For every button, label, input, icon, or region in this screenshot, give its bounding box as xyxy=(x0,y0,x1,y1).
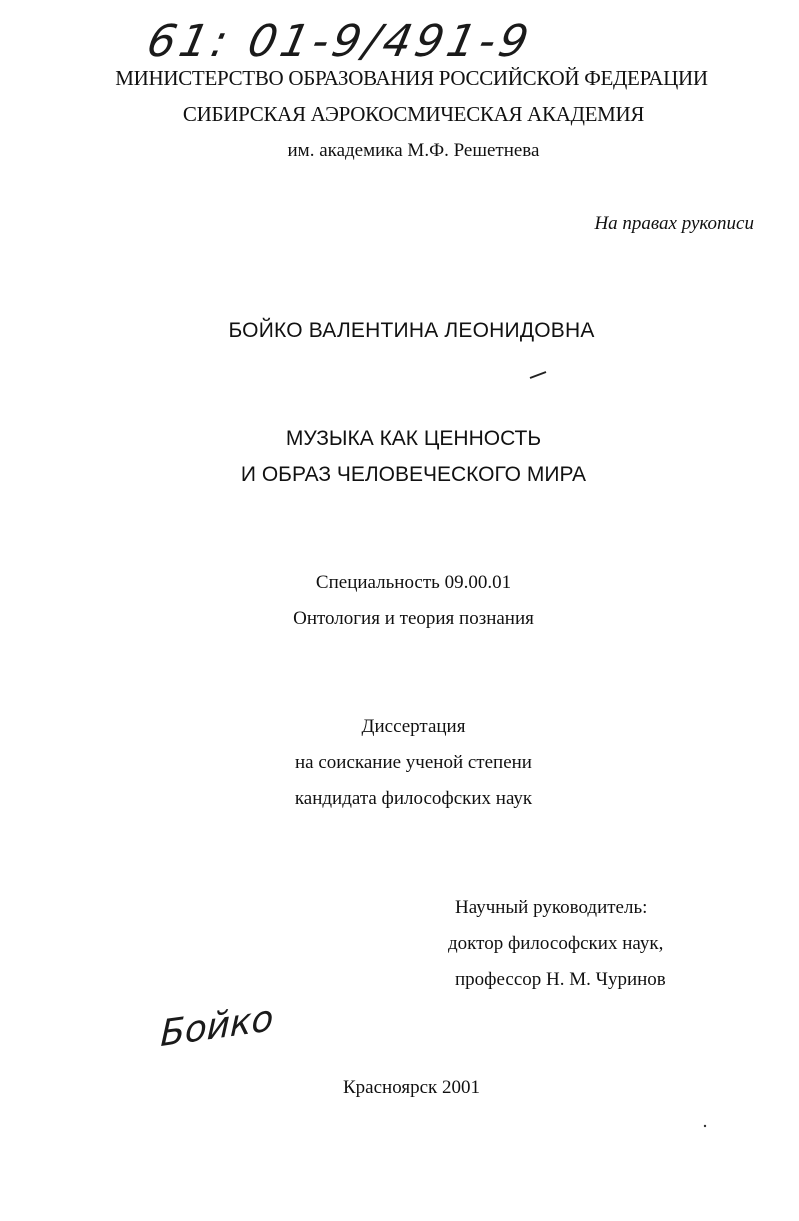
supervisor-name: профессор Н. М. Чуринов xyxy=(455,969,666,990)
stray-dot xyxy=(703,1124,707,1128)
supervisor-label: Научный руководитель: xyxy=(455,897,648,918)
specialty-name: Онтология и теория познания xyxy=(293,608,534,629)
author-signature: Бойко xyxy=(159,997,275,1056)
author-name: БОЙКО ВАЛЕНТИНА ЛЕОНИДОВНА xyxy=(228,319,595,342)
archive-number: 61: 01-9/491-9 xyxy=(142,16,537,67)
rights-note: На правах рукописи xyxy=(594,213,754,234)
dissertation-degree-line-2: кандидата философских наук xyxy=(294,788,533,809)
academy-name: СИБИРСКАЯ АЭРОКОСМИЧЕСКАЯ АКАДЕМИЯ xyxy=(182,102,645,126)
academy-named-after: им. академика М.Ф. Решетнева xyxy=(287,140,540,161)
dissertation-degree-line-1: на соискание ученой степени xyxy=(295,752,532,773)
thesis-title-line-2: И ОБРАЗ ЧЕЛОВЕЧЕСКОГО МИРА xyxy=(240,463,587,486)
specialty-code: Специальность 09.00.01 xyxy=(315,572,512,593)
stray-mark xyxy=(528,370,548,380)
ministry-name: МИНИСТЕРСТВО ОБРАЗОВАНИЯ РОССИЙСКОЙ ФЕДЕРАЦИИ xyxy=(115,66,708,90)
thesis-title-line-1: МУЗЫКА КАК ЦЕННОСТЬ xyxy=(285,427,542,450)
supervisor-degree: доктор философских наук, xyxy=(448,933,664,954)
dissertation-label: Диссертация xyxy=(361,716,466,737)
city-year: Красноярск 2001 xyxy=(343,1077,480,1098)
